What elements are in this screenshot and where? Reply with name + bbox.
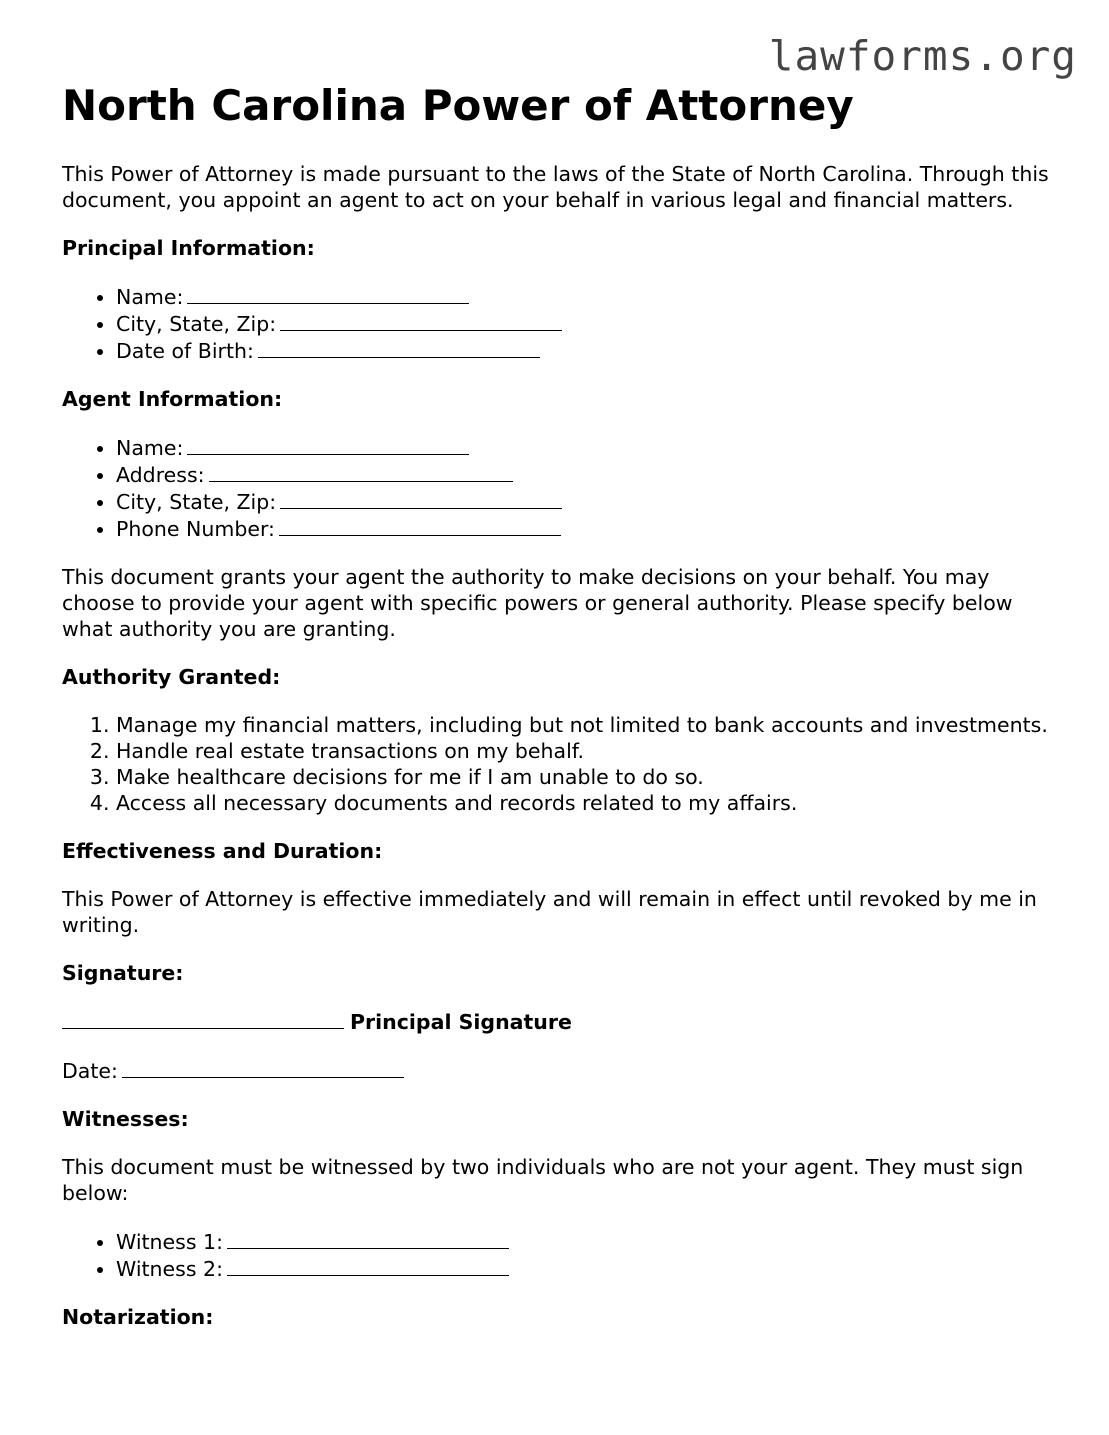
agent-name-line[interactable] [187, 434, 469, 455]
notarization-heading: Notarization: [62, 1305, 214, 1329]
agent-list [62, 434, 1052, 542]
principal-list [62, 283, 1052, 364]
principal-heading: Principal Information: [62, 236, 315, 260]
effectiveness-heading: Effectiveness and Duration: [62, 839, 383, 863]
witnesses-heading: Witnesses: [62, 1107, 189, 1131]
authority-heading: Authority Granted: [62, 665, 281, 689]
watermark: lawforms.org [768, 32, 1077, 80]
field-label: Name: [116, 285, 184, 309]
authority-list [62, 712, 1052, 816]
principal-signature-row [62, 1008, 1052, 1035]
agent-phone-item [116, 515, 1052, 542]
principal-city-line[interactable] [280, 310, 562, 331]
date-row [62, 1057, 1052, 1084]
agent-address-item [116, 461, 1052, 488]
agent-heading: Agent Information: [62, 387, 283, 411]
agent-phone-line[interactable] [279, 515, 561, 536]
witnesses-paragraph: This document must be witnessed by two individuals who are not your agent. They must sign below: [62, 1155, 1024, 1205]
agent-address-line[interactable] [209, 461, 513, 482]
agent-name-item [116, 434, 1052, 461]
document-page [62, 80, 1052, 1330]
field-label: Witness 2: [116, 1257, 223, 1281]
authority-item: 3. Make healthcare decisions for me if I am unable to do so. [116, 764, 1052, 790]
principal-city-item [116, 310, 1052, 337]
date-line[interactable] [122, 1057, 404, 1078]
document-title: North Carolina Power of Attorney [62, 81, 854, 130]
witness-1-item [116, 1228, 1052, 1255]
witness-list [62, 1228, 1052, 1282]
witness-2-item [116, 1255, 1052, 1282]
authority-item: 4. Access all necessary documents and records related to my affairs. [116, 790, 1052, 816]
field-label: Witness 1: [116, 1230, 223, 1254]
field-label: Date of Birth: [116, 339, 254, 363]
field-label: Phone Number: [116, 517, 275, 541]
principal-name-item [116, 283, 1052, 310]
agent-city-line[interactable] [280, 488, 562, 509]
authority-item: 2. Handle real estate transactions on my behalf. [116, 738, 1052, 764]
signature-heading: Signature: [62, 961, 184, 985]
date-label: Date: [62, 1059, 118, 1083]
witness-2-line[interactable] [227, 1255, 509, 1276]
field-label: City, State, Zip: [116, 312, 277, 336]
agent-city-item [116, 488, 1052, 515]
field-label: City, State, Zip: [116, 490, 277, 514]
field-label: Name: [116, 436, 184, 460]
principal-dob-line[interactable] [258, 337, 540, 358]
grant-paragraph: This document grants your agent the authority to make decisions on your behalf. You may choose to provide your agent with specific powers or general authority. Please specify below what authority you are granting. [62, 565, 1013, 641]
principal-name-line[interactable] [187, 283, 469, 304]
principal-signature-line[interactable] [62, 1008, 344, 1029]
field-label: Address: [116, 463, 205, 487]
authority-item: 1. Manage my financial matters, including but not limited to bank accounts and investments. [116, 712, 1052, 738]
effectiveness-paragraph: This Power of Attorney is effective immediately and will remain in effect until revoked by me in writing. [62, 887, 1037, 937]
intro-paragraph: This Power of Attorney is made pursuant to the laws of the State of North Carolina. Through this document, you appoint an agent to act on your behalf in various legal and financial matters. [62, 162, 1049, 212]
witness-1-line[interactable] [227, 1228, 509, 1249]
principal-dob-item [116, 337, 1052, 364]
principal-signature-label: Principal Signature [350, 1010, 572, 1034]
